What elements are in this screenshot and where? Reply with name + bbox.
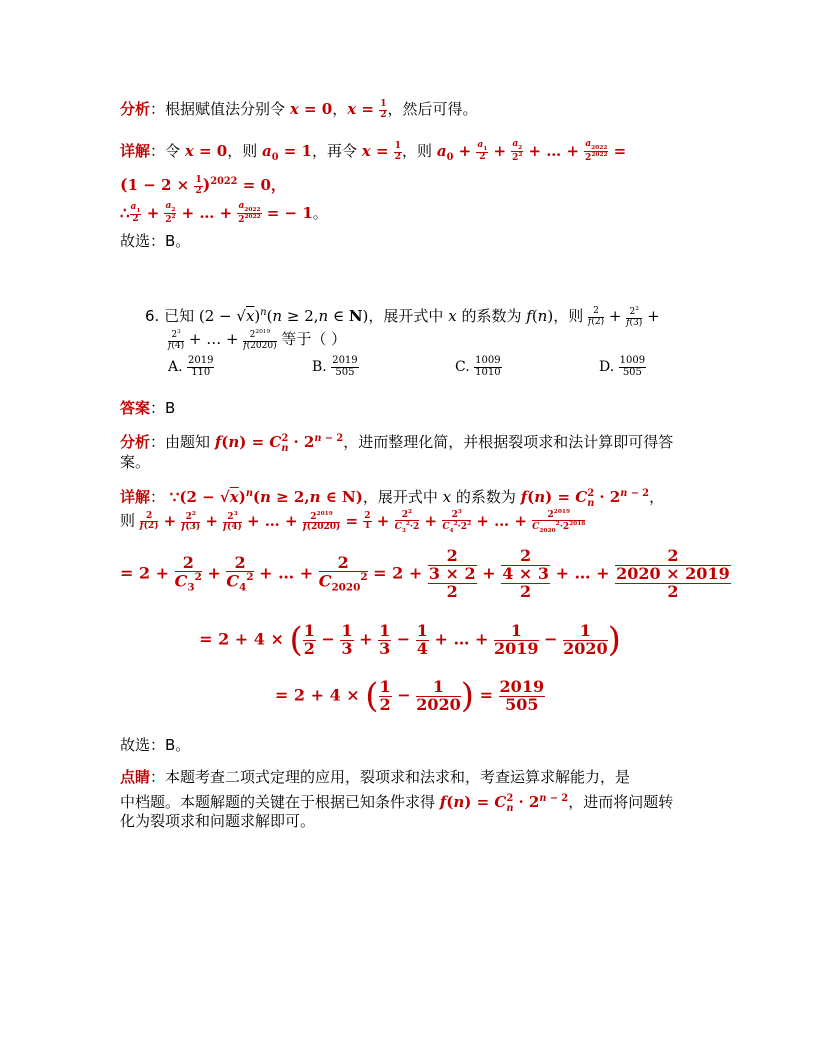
option-a[interactable] (168, 356, 214, 378)
dianjing-line-1 (120, 766, 630, 788)
math-expr: $(2 - √x)^n(n \ge 2,n$ ∈ N) (198, 307, 369, 325)
dianjing-text: ：本题考查二项式定理的应用，裂项求和法求和，考查运算求解能力，是 (150, 768, 631, 786)
xiangjie-label: 详解 (120, 142, 151, 160)
fenxi-text: ：根据赋值法分别令 (150, 100, 286, 118)
fenxi-text: ：由题知 (150, 433, 211, 451)
dianjing-line-3: 化为裂项求和问题求解即可。 (120, 812, 316, 830)
xiangjie-text: ，再令 (312, 142, 358, 160)
equation-line-1: = 2 + $\frac{2}{C_3^2}$ + $\frac{2}{C_4^2}$ + … + $\frac{2}{C_{2020}^2}$ = 2 + $\frac{2}{\frac{3 \times 2}{2}}$ + $\frac{2}{\frac{4 \times 3}{2}}$ + … + $\frac{2}{\frac{2020 \times 2019}{2}}$ (120, 546, 730, 601)
dianjing-label: 点睛 (120, 768, 151, 786)
xiangjie-line-5 (120, 509, 585, 534)
conclusion-2: 故选：B。 (120, 736, 191, 754)
question-stem: 的系数为 (461, 307, 522, 325)
math-expr: (1 − 2 × $\frac{1}{2}$ )$^{2022}$ = 0， (120, 175, 286, 196)
option-num: 2019 (188, 355, 214, 366)
dianjing-text: 中档题。本题解题的关键在于根据已知条件求得 (120, 793, 436, 811)
option-d[interactable] (599, 356, 646, 378)
option-letter: A. (168, 359, 183, 375)
math-expr: x (448, 307, 457, 325)
fenxi-text: ，然后可得。 (387, 100, 478, 118)
option-letter: B. (312, 359, 327, 375)
math-expr: $f(n) = C_n^2 \cdot 2^{n - 2}$ (214, 433, 344, 454)
fenxi-line-3: 案。 (120, 453, 151, 471)
xiangjie-text: ：令 (150, 142, 181, 160)
question-stem: ，则 (553, 307, 584, 325)
option-den: 1010 (475, 366, 501, 378)
option-num: 2019 (332, 355, 358, 366)
xiangjie-text: ，则 (227, 142, 258, 160)
question-6-line-2 (168, 328, 346, 351)
xiangjie-text: ，展开式中 (362, 488, 438, 506)
math-expr: $a_0$ + $\frac{a_1}{2}$ + $\frac{a_2}{2^2}$ + … + $\frac{a_{2022}}{2^{2022}}$ = (436, 139, 627, 164)
fenxi-text: ，进而整理化简，并根据裂项求和法计算即可得答 (343, 433, 674, 451)
equation-line-2: = 2 + 4 × ( $\frac{1}{2}$ − $\frac{1}{3}$ + $\frac{1}{3}$ − $\frac{1}{4}$ + … + $\frac{1}{2019}$ − $\frac{1}{2020}$ ) (199, 620, 621, 660)
xiangjie-label: 详解 (120, 488, 151, 506)
conclusion-1: 故选：B。 (120, 232, 191, 250)
math-expr: ∴ $\frac{a_1}{2}$ + $\frac{a_2}{2^2}$ + … + $\frac{a_{2022}}{2^{2022}}$ = − 1 (120, 201, 313, 226)
answer-value: ：B (150, 399, 176, 417)
fenxi-line-1: 分析：根据赋值法分别令 x = 0，x = $\frac{1}{2}$ ，然后可得。 (120, 99, 478, 120)
fenxi-label: 分析 (120, 433, 151, 451)
math-expr: $\frac{2}{f(2)}$ + $\frac{2^2}{f(3)}$ + (588, 306, 660, 328)
math-expr: $a_0 = 1$ (262, 142, 312, 163)
math-expr: x = 0 (184, 142, 228, 160)
question-stem: 等于（ ） (281, 330, 347, 348)
fenxi-line-2 (120, 428, 673, 460)
xiangjie-line-1 (120, 140, 626, 169)
xiangjie-line-4: 详解： ∵(2 − √x)$^n$(n ≥ 2,n ∈ N)，展开式中 x 的系数为 $f(n) = C_n^2 \cdot 2^{n - 2}$， (120, 488, 665, 509)
answer-label: 答案 (120, 399, 151, 417)
option-letter: C. (455, 359, 470, 375)
option-den: 505 (335, 366, 355, 378)
option-c[interactable] (455, 356, 502, 378)
option-letter: D. (599, 359, 615, 375)
math-expr: $\frac{2^3}{f(4)}$ + … + $\frac{2^{2019}}{f(2020)}$ (168, 329, 277, 351)
math-expr: x = $\frac{1}{2}$ (361, 141, 402, 162)
dianjing-text: ，进而将问题转 (568, 793, 674, 811)
xiangjie-text: 的系数为 (455, 488, 516, 506)
result-den: 505 (505, 694, 539, 714)
math-expr: x (442, 488, 452, 506)
math-expr: x = 0 (289, 100, 333, 118)
result-num: 2019 (499, 676, 545, 696)
math-expr: $f(n) = C_n^2 \cdot 2^{n - 2}$ (439, 793, 569, 814)
question-number: 6. (145, 307, 160, 325)
xiangjie-then: 则 (120, 511, 136, 530)
option-num: 1009 (475, 355, 501, 366)
xiangjie-text: ，则 (402, 142, 433, 160)
math-expr: $\frac{2}{f(2)}$ + $\frac{2^2}{f(3)}$ + $\frac{2^3}{f(4)}$ + … + $\frac{2^{2019}}{f(2020)}$ = $\frac{2}{1}$ + $\frac{2^2}{C_3^2\cdot 2}$ + $\frac{2^3}{C_4^2\cdot 2^2}$ + … + $\frac{2^{2019}}{C_{2020}^2\cdot 2^{2018}}$ (139, 509, 586, 535)
math-expr: f (526, 307, 532, 325)
option-den: 110 (191, 366, 211, 378)
fenxi-label: 分析 (120, 100, 151, 118)
option-num: 1009 (619, 355, 646, 366)
question-stem: ，展开式中 (368, 307, 444, 325)
math-expr: $f(n) = C_n^2 \cdot 2^{n - 2}$ (520, 488, 650, 509)
math-expr: x = $\frac{1}{2}$ (347, 99, 387, 120)
question-6-line-1: 6. 已知 $(2 - √x)^n(n \ge 2,n$ ∈ N)，展开式中 x 的系数为 f(n)，则 $\frac{2}{f(2)}$ + $\frac{2^2}{f(3)}$ + (145, 306, 660, 328)
answer-line (120, 397, 175, 419)
math-expr: ∵(2 − √x)$^n$(n ≥ 2,n ∈ N) (169, 488, 363, 506)
question-stem: 已知 (164, 307, 195, 325)
xiangjie-line-3: ∴ $\frac{a_1}{2}$ + $\frac{a_2}{2^2}$ + … + $\frac{a_{2022}}{2^{2022}}$ = − 1。 (120, 201, 328, 226)
xiangjie-line-2 (120, 171, 286, 196)
option-den: 505 (622, 366, 642, 378)
equation-line-3: = 2 + 4 × ( $\frac{1}{2}$ − $\frac{1}{2020}$ ) = $\frac{2019}{505}$ (274, 676, 545, 716)
option-b[interactable] (312, 356, 359, 378)
